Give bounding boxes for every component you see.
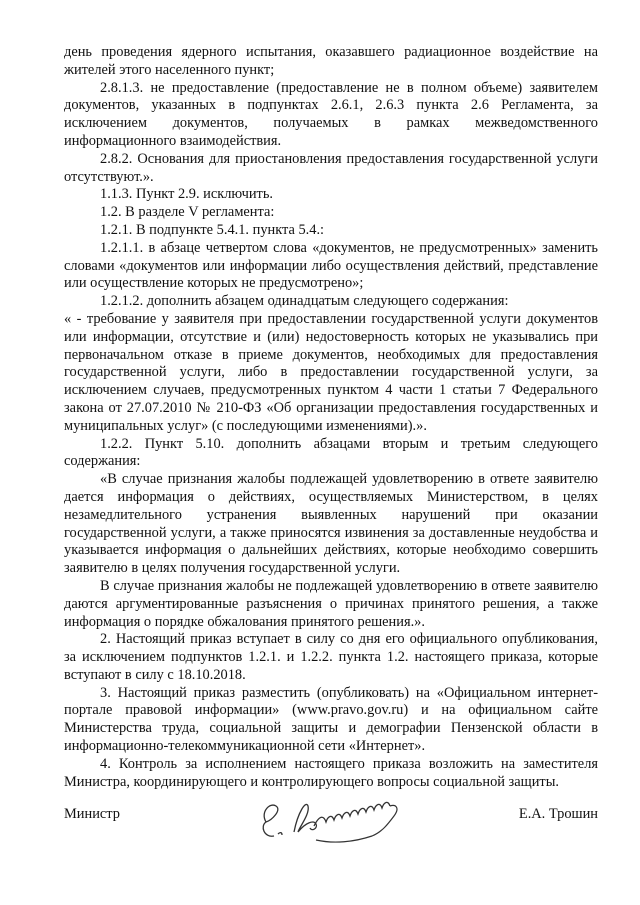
paragraph-complaint-rejected: В случае признания жалобы не подлежащей удовлетворению в ответе заявителю даются аргументированные разъяснения о причинах принятого решения, а также информация о порядке обжалования принятого решения.». <box>64 577 598 630</box>
paragraph-continuation: день проведения ядерного испытания, оказавшего радиационное воздействие на жителей этого населенного пункт; <box>64 44 598 78</box>
paragraph-2-8-1-3: 2.8.1.3. не предоставление (предоставление не в полном объеме) заявителем документов, указанных в подпунктах 2.6.1, 2.6.3 пункта 2.6 Регламента, за исключением документов, получаемых в рамках межведомственного информационного взаимодействия. <box>64 79 598 149</box>
paragraph-1-1-3: 1.1.3. Пункт 2.9. исключить. <box>100 186 273 203</box>
paragraph-1-2: 1.2. В разделе V регламента: <box>100 204 275 221</box>
signatory-name: Е.А. Трошин <box>518 806 598 822</box>
signature-block <box>64 806 598 856</box>
paragraph-complaint-satisfied: «В случае признания жалобы подлежащей удовлетворению в ответе заявителю дается информация о действиях, осуществляемых Министерством, в целях незамедлительного устранения выявленных нарушений при оказании государственной услуги, а также приносятся извинения за доставленные неудобства и указывается информация о дальнейших действиях, которые необходимо совершить заявителю в целях получения государственной услуги. <box>64 471 598 577</box>
paragraph-3-publication: 3. Настоящий приказ разместить (опубликовать) на «Официальном интернет-портале правовой информации» (www.pravo.gov.ru) и на официальном сайте Министерства труда, социальной защиты и демографии Пензенской области в информационно-телекоммуникационной сети «Интернет». <box>64 684 598 755</box>
paragraph-1-2-1-2: 1.2.1.2. дополнить абзацем одинадцатым следующего содержания: <box>100 293 509 310</box>
signatory-role: Министр <box>64 806 120 822</box>
document-body <box>64 44 598 791</box>
paragraph-1-2-1-1: 1.2.1.1. в абзаце четвертом слова «документов, не предусмотренных» заменить словами «документов или информации либо осуществления действий, представление или осуществление которых не предусмотрено»; <box>64 239 598 292</box>
paragraph-4-control: 4. Контроль за исполнением настоящего приказа возложить на заместителя Министра, координирующего и контролирующего вопросы социальной защиты. <box>64 755 598 790</box>
paragraph-1-2-1: 1.2.1. В подпункте 5.4.1. пункта 5.4.: <box>100 221 325 238</box>
paragraph-inserted-clause: « - требование у заявителя при предоставлении государственной услуги документов или информации, отсутствие и (или) недостоверность которых не указывались при первоначальном отказе в приеме документов, необходимых для предоставления государственной услуги, либо в предоставлении государственной услуги, за исключением случаев, предусмотренных пунктом 4 части 1 статьи 7 Федерального закона от 27.07.2010 № 210-ФЗ «Об организации предоставления государственных и муниципальных услуг» (с последующими изменениями).». <box>64 310 598 434</box>
paragraph-1-2-2: 1.2.2. Пункт 5.10. дополнить абзацами вторым и третьим следующего содержания: <box>64 435 598 470</box>
paragraph-2-8-2: 2.8.2. Основания для приостановления предоставления государственной услуги отсутствуют.». <box>64 150 598 185</box>
handwritten-signature <box>254 792 424 852</box>
paragraph-2-effective-date: 2. Настоящий приказ вступает в силу со дня его официального опубликования, за исключением подпунктов 1.2.1. и 1.2.2. пункта 1.2. настоящего приказа, которые вступают в силу с 18.10.2018. <box>64 631 598 683</box>
